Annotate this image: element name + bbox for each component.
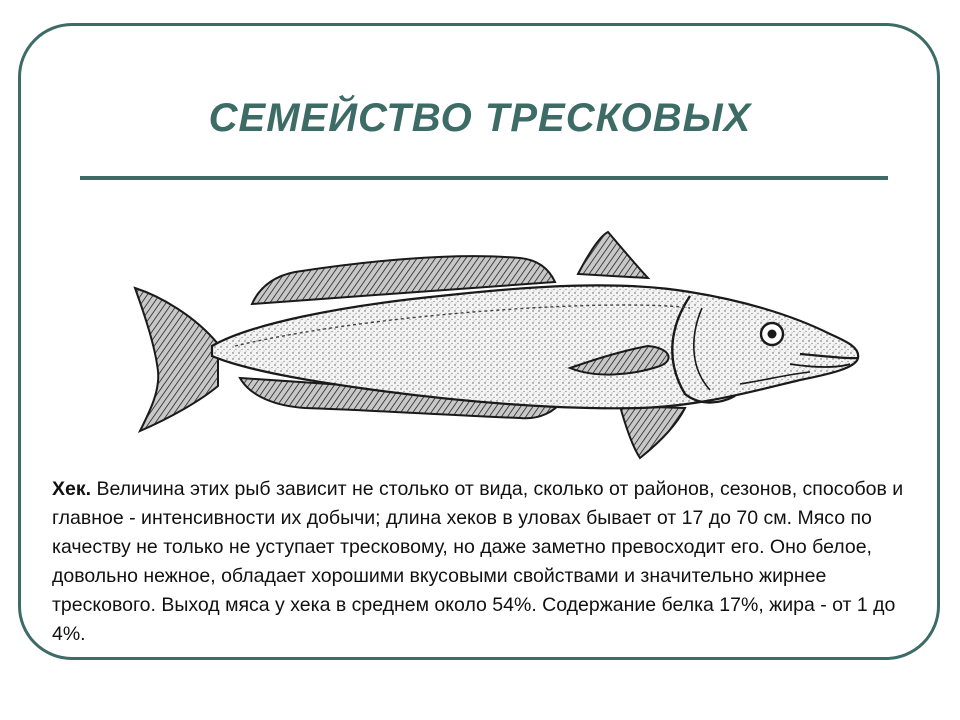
caption-body: Величина этих рыб зависит не столько от вида, сколько от районов, сезонов, способов и главное - интенсивности их добычи; длина хеков в уловах бывает от 17 до 70 см. Мясо по качеству не только не уступает тресковому, но даже заметно превосходит его. Оно белое, довольно нежное, обладает хорошими вкусовыми свойствами и значительно жирнее трескового. Выход мяса у хека в среднем около 54%. Содержание белка 17%, жира - от 1 до 4%. bbox=[52, 478, 904, 645]
tail-fin bbox=[135, 288, 218, 431]
hake-description bbox=[52, 475, 922, 649]
pelvic-fin bbox=[620, 406, 685, 458]
dorsal-fin-front bbox=[578, 232, 648, 278]
title-divider bbox=[80, 176, 888, 180]
slide-title: СЕМЕЙСТВО ТРЕСКОВЫХ bbox=[208, 96, 752, 140]
caption-lead: Хек. bbox=[52, 478, 92, 500]
hake-illustration bbox=[100, 196, 880, 466]
